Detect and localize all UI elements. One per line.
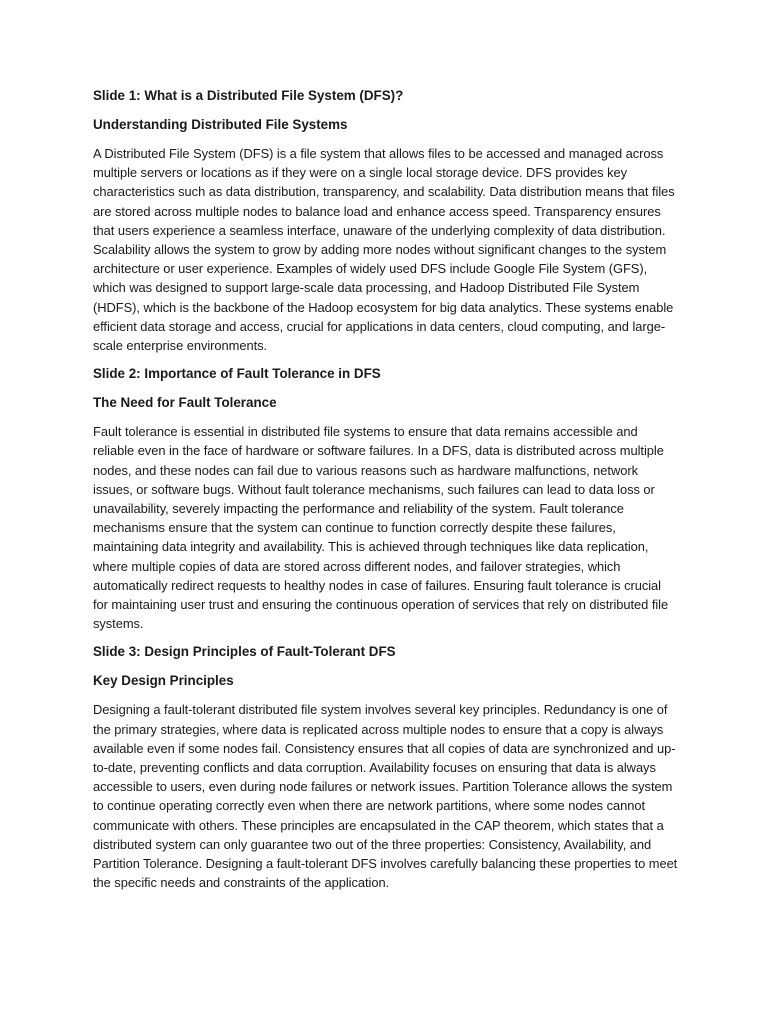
slide-1-subtitle: Understanding Distributed File Systems [93,117,348,132]
slide-2-title: Slide 2: Importance of Fault Tolerance in DFS [93,366,381,382]
document-page [93,86,678,893]
slide-1-body: A Distributed File System (DFS) is a file system that allows files to be accessed and managed across multiple servers or locations as if they were on a single local storage device. DFS provides key characteristics such as data distribution, transparency, and scalability. Data distribution means that files are stored across multiple nodes to balance load and enhance access speed. Transparency ensures that users experience a seamless interface, unaware of the underlying complexity of data distribution. Scalability allows the system to grow by adding more nodes without significant changes to the system architecture or user experience. Examples of widely used DFS include Google File System (GFS), which was designed to support large-scale data processing, and Hadoop Distributed File System (HDFS), which is the backbone of the Hadoop ecosystem for big data analytics. These systems enable efficient data storage and access, crucial for applications in data centers, cloud computing, and large-scale enterprise environments. [93,146,675,354]
slide-1-section [93,86,678,355]
slide-2-body: Fault tolerance is essential in distributed file systems to ensure that data remains accessible and reliable even in the face of hardware or software failures. In a DFS, data is distributed across multiple nodes, and these nodes can fail due to various reasons such as hardware malfunctions, network issues, or software bugs. Without fault tolerance mechanisms, such failures can lead to data loss or unavailability, severely impacting the performance and reliability of the system. Fault tolerance mechanisms ensure that the system can continue to function correctly despite these failures, maintaining data integrity and availability. This is achieved through techniques like data replication, where multiple copies of data are stored across different nodes, and failover strategies, which automatically redirect requests to healthy nodes in case of failures. Ensuring fault tolerance is crucial for maintaining user trust and ensuring the continuous operation of services that rely on distributed file systems. [93,424,669,632]
slide-3-body: Designing a fault-tolerant distributed file system involves several key principles. Redundancy is one of the primary strategies, where data is replicated across multiple nodes to ensure that a copy is always available even if some nodes fail. Consistency ensures that all copies of data are synchronized and up-to-date, preventing conflicts and data corruption. Availability focuses on ensuring that data is always accessible to users, even during node failures or network issues. Partition Tolerance allows the system to continue operating correctly even when there are network partitions, where some nodes cannot communicate with others. These principles are encapsulated in the CAP theorem, which states that a distributed system can only guarantee two out of the three properties: Consistency, Availability, and Partition Tolerance. Designing a fault-tolerant DFS involves carefully balancing these properties to meet the specific needs and constraints of the application. [93,702,678,891]
slide-1-title: Slide 1: What is a Distributed File System (DFS)? [93,88,404,103]
slide-2-section [93,364,678,633]
slide-3-title: Slide 3: Design Principles of Fault-Tolerant DFS [93,644,396,660]
slide-2-subtitle: The Need for Fault Tolerance [93,395,277,411]
slide-3-subtitle: Key Design Principles [93,673,234,689]
slide-3-section [93,642,678,892]
